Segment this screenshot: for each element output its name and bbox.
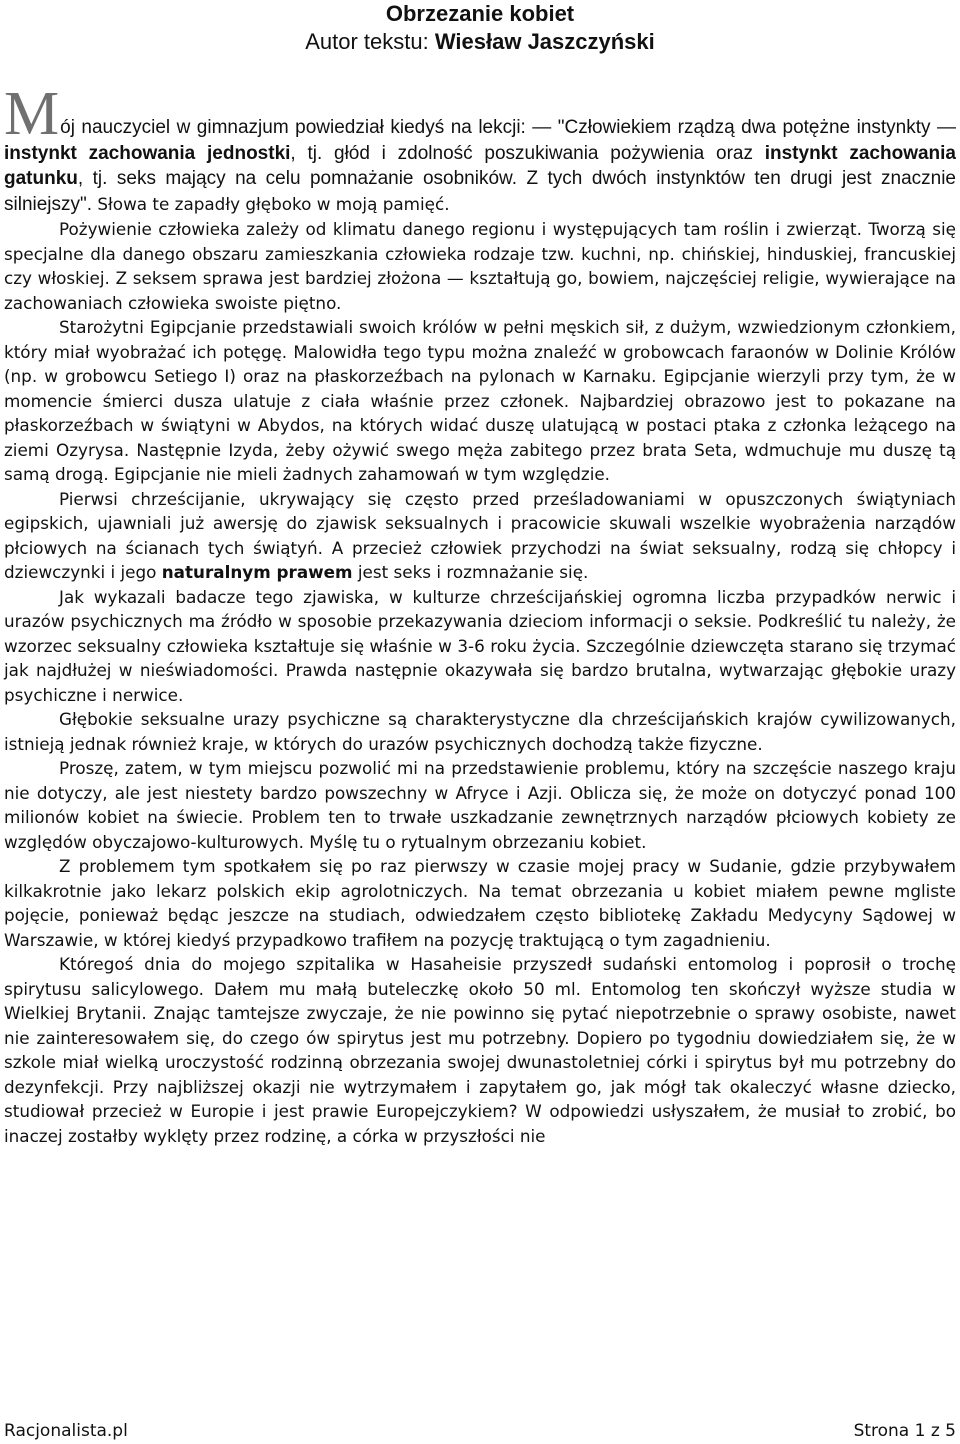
paragraph-4-text-c: jest seks i rozmnażanie się. [352, 562, 589, 582]
page-footer [4, 1418, 956, 1444]
author-label: Autor tekstu: [305, 29, 435, 54]
paragraph-5-text: Jak wykazali badacze tego zjawiska, w kulturze chrześcijańskiej ogromna liczba przypadków nerwic i urazów psychicznych ma źródło w sposobie przekazywania dzieciom informacji o seksie. Podkreślić tu należy, że wzorzec seksualny człowieka kształtuje się właśnie w 3-6 roku życia. Szczególnie dziewczęta starano się trzymać jak najdłużej w nieświadomości. Prawda następnie okazywała się bardzo brutalna, wytwarzając głębokie urazy psychiczne i nerwice. [4, 586, 956, 705]
paragraph-1-text-f: Słowa te zapadły głęboko w moją pamięć. [92, 193, 450, 214]
paragraph-3 [4, 315, 956, 487]
paragraph-2-text: Pożywienie człowieka zależy od klimatu danego regionu i występujących tam roślin i zwierząt. Tworzą się specjalne dla danego obszaru zamieszkania człowieka rodzaje tzw. kuchni, np. chińskiej, hinduskiej, francuskiej czy włoskiej. Z seksem sprawa jest bardziej złożona — kształtują go, bowiem, najczęściej religie, wywierające na zachowaniach człowieka swoiste piętno. [4, 219, 956, 313]
paragraph-6-text: Głębokie seksualne urazy psychiczne są charakterystyczne dla chrześcijańskich krajów cywilizowanych, istnieją jednak również kraje, w których do urazów psychicznych dochodzą także fizyczne. [4, 709, 956, 754]
paragraph-8 [4, 854, 956, 952]
paragraph-8-text: Z problemem tym spotkałem się po raz pierwszy w czasie mojej pracy w Sudanie, gdzie przybywałem kilkakrotnie jako lekarz polskich ekip agrolotniczych. Na temat obrzezania u kobiet miałem pewne mgliste pojęcie, ponieważ będąc jeszcze na studiach, odwiedzałem często bibliotekę Zakładu Medycyny Sądowej w Warszawie, w której kiedyś przypadkowo trafiłem na pozycję traktującą o tym zagadnieniu. [4, 856, 956, 950]
paragraph-1-text-e: , tj. seks mający na celu pomnażanie osobników. Z tych dwóch instynktów ten drugi jest znacznie silniejszy". [4, 168, 956, 215]
paragraph-5 [4, 585, 956, 708]
paragraph-4 [4, 487, 956, 585]
paragraph-3-text: Starożytni Egipcjanie przedstawiali swoich królów w pełni męskich sił, z dużym, wzwiedzionym członkiem, który miał wyobrażać ich potęgę. Malowidła tego typu można znaleźć w grobowcach faraonów w Dolinie Królów (np. w grobowcu Setiego I) oraz na płaskorzeźbach na pylonach w Karnaku. Egipcjanie wierzyli przy tym, że w momencie śmierci dusza ulatuje z ciała właśnie przez członek. Najbardziej obrazowo jest to pokazane na płaskorzeźbach w świątyni w Abydos, na których widać duszę ulatującą w postaci ptaka z członka leżącego na ziemi Ozyrysa. Następnie Izyda, żeby ożywić swego męża zabitego przez brata Seta, wdmuchuje mu duszę tą samą drogą. Egipcjanie nie mieli żadnych zahamowań w tym względzie. [4, 317, 956, 484]
paragraph-1-text-c: , tj. głód i zdolność poszukiwania pożywienia oraz [290, 142, 765, 164]
paragraph-7 [4, 756, 956, 854]
emphasis-natural-law: naturalnym prawem [161, 562, 353, 582]
paragraph-9 [4, 952, 956, 1148]
paragraph-9-text: Któregoś dnia do mojego szpitalika w Hasaheisie przyszedł sudański entomolog i poprosił o trochę spirytusu salicylowego. Dałem mu małą buteleczkę około 50 ml. Entomolog ten skończył wyższe studia w Wielkiej Brytanii. Znając tamtejsze zwyczaje, że nie powinno się pytać niepotrzebnie o sprawy osobiste, nawet nie zainteresowałem się, do czego ów spirytus jest mu potrzebny. Dopiero po tygodniu dowiedziałem się, że w szkole miał wielką uroczystość rodzinną obrzezania swojej dwunastoletniej córki i spirytus był mu potrzebny do dezynfekcji. Przy najbliższej okazji nie wytrzymałem i zapytałem go, jak mógł tak okaleczyć własne dziecko, studiował przecież w Europie i jest prawie Europejczykiem? W odpowiedzi usłyszałem, że musiał to zrobić, bo inaczej zostałby wyklęty przez rodzinę, a córka w przyszłości nie [4, 954, 956, 1146]
emphasis-instinct-individual: instynkt zachowania jednostki [4, 142, 291, 164]
author-line [0, 28, 960, 56]
document-title: Obrzezanie kobiet [385, 1, 575, 26]
footer-page-number: Strona 1 z 5 [853, 1421, 956, 1441]
footer-site-name: Racjonalista.pl [4, 1421, 128, 1441]
paragraph-1 [4, 80, 956, 217]
paragraph-7-text: Proszę, zatem, w tym miejscu pozwolić mi na przedstawienie problemu, który na szczęście naszego kraju nie dotyczy, ale jest niestety bardzo powszechny w Afryce i Azji. Oblicza się, że może on dotyczyć ponad 100 milionów kobiet na świecie. Problem ten to trwałe uszkadzanie zewnętrznych narządów płciowych kobiety ze względów obyczajowo-kulturowych. Myślę tu o rytualnym obrzezaniu kobiet. [4, 758, 956, 852]
document-header [0, 0, 960, 56]
paragraph-6 [4, 707, 956, 756]
author-name: Wiesław Jaszczyński [434, 29, 655, 54]
paragraph-2 [4, 217, 956, 315]
paragraph-4-text-a: Pierwsi chrześcijanie, ukrywający się często przed prześladowaniami w opuszczonych świątyniach egipskich, ujawniali już awersję do zjawisk seksualnych i pracowicie skuwali wszelkie wyobrażenia narządów płciowych na ścianach tych świątyń. A przecież człowiek przychodzi na świat seksualny, rodzą się chłopcy i dziewczynki i jego [4, 488, 956, 582]
emphasis-instinct-species: instynkt zachowania gatunku [4, 142, 956, 189]
paragraph-1-text-a: ój nauczyciel w gimnazjum powiedział kiedyś na lekcji: — "Człowiekiem rządzą dwa potężne instynkty — [60, 117, 956, 138]
drop-cap: M [4, 80, 60, 148]
article-body [4, 80, 956, 1148]
